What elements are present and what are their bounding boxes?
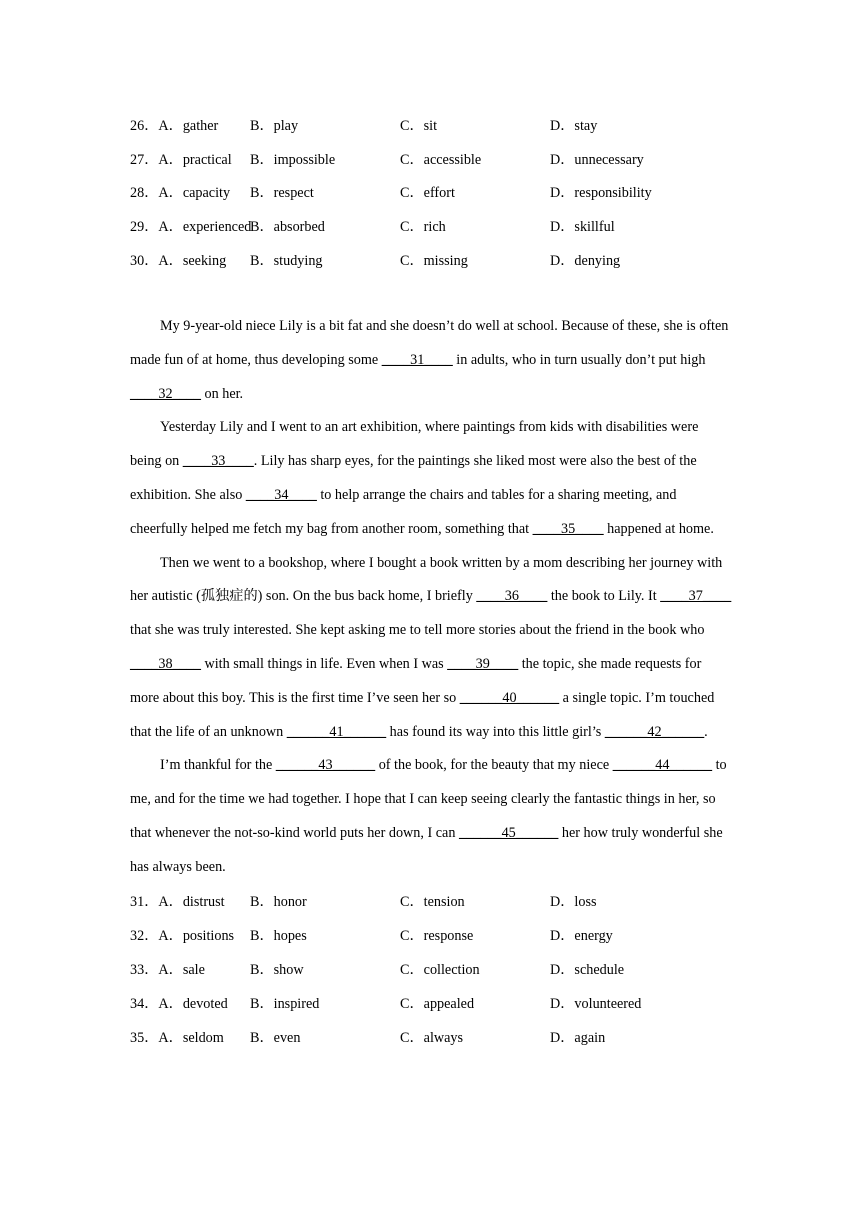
cloze-passage <box>130 310 732 885</box>
question-number: 33． <box>130 962 159 979</box>
blank-33: ____33____ <box>182 453 254 470</box>
blank-32: ____32____ <box>130 385 201 402</box>
option-b: B．respect <box>250 185 314 202</box>
option-c: C．response <box>400 928 474 945</box>
question-number: 28． <box>130 185 159 202</box>
option-c: C．rich <box>400 219 446 236</box>
option-c: C．collection <box>400 962 480 979</box>
question-number: 30． <box>130 253 159 270</box>
option-b: B．play <box>250 117 299 134</box>
option-b: B．impossible <box>250 151 336 168</box>
option-d: D．volunteered <box>550 995 642 1012</box>
question-number: 27． <box>130 151 159 168</box>
option-b: B．honor <box>250 894 307 911</box>
blank-35: ____35____ <box>532 520 604 537</box>
option-d: D．schedule <box>550 962 625 979</box>
option-a: A．sale <box>158 962 205 979</box>
paragraph-2: Yesterday Lily and I went to an art exhibition, where paintings from kids with disabilities were being on ____33____. Lily has sharp eyes, for the paintings she liked most were also the best of the exhibition. She also ____34____ to help arrange the chairs and tables for a sharing meeting, and cheerfully helped me fetch my bag from another room, something that ____35____ happened at home. <box>130 419 714 537</box>
option-b: B．show <box>250 962 304 979</box>
question-32-options <box>130 918 732 952</box>
question-33-options <box>130 952 732 986</box>
option-a: A．devoted <box>158 995 228 1012</box>
option-c: C．sit <box>400 117 438 134</box>
option-b: B．studying <box>250 253 323 270</box>
blank-43: ______43______ <box>275 757 376 774</box>
question-number: 34． <box>130 995 159 1012</box>
option-b: B．absorbed <box>250 219 325 236</box>
blank-37: ____37____ <box>660 588 732 605</box>
option-a: A．practical <box>158 151 232 168</box>
exam-page <box>130 108 732 1054</box>
option-d: D．responsibility <box>550 185 652 202</box>
question-number: 35． <box>130 1029 159 1046</box>
option-a: A．seldom <box>158 1029 224 1046</box>
option-d: D．unnecessary <box>550 151 644 168</box>
option-b: B．hopes <box>250 928 307 945</box>
blank-41: ______41______ <box>286 723 387 740</box>
question-number: 32． <box>130 928 159 945</box>
option-a: A．distrust <box>158 894 225 911</box>
question-35-options <box>130 1020 732 1054</box>
option-c: C．tension <box>400 894 465 911</box>
question-26-options <box>130 108 732 142</box>
option-d: D．stay <box>550 117 598 134</box>
question-28-options <box>130 176 732 210</box>
paragraph-3: Then we went to a bookshop, where I bought a book written by a mom describing her journey with her autistic (孤独症的) son. On the bus back home, I briefly ____36____ the book to Lily. It ____37____ that she was truly interested. She kept asking me to tell more stories about the friend in the book who ____38____ with small things in life. Even when I was ____39____ the topic, she made requests for more about this boy. This is the first time I’ve seen her so ______40______ a single topic. I’m touched that the life of an unknown ______41______ has found its way into this little girl’s ______42______. <box>130 554 732 740</box>
question-29-options <box>130 209 732 243</box>
blank-34: ____34____ <box>245 486 317 503</box>
blank-40: ______40______ <box>459 689 560 706</box>
option-d: D．energy <box>550 928 613 945</box>
options-top <box>130 108 732 277</box>
blank-45: ______45______ <box>459 824 559 841</box>
question-number: 29． <box>130 219 159 236</box>
option-c: C．always <box>400 1029 464 1046</box>
option-d: D．skillful <box>550 219 615 236</box>
blank-42: ______42______ <box>604 723 705 740</box>
option-a: A．positions <box>158 928 235 945</box>
blank-31: ____31____ <box>381 351 453 368</box>
question-number: 26． <box>130 117 159 134</box>
option-b: B．even <box>250 1029 301 1046</box>
option-b: B．inspired <box>250 995 320 1012</box>
question-31-options <box>130 885 732 919</box>
blank-39: ____39____ <box>447 655 519 672</box>
question-30-options <box>130 243 732 277</box>
blank-36: ____36____ <box>476 588 548 605</box>
question-27-options <box>130 142 732 176</box>
blank-38: ____38____ <box>130 655 201 672</box>
question-number: 31． <box>130 894 159 911</box>
option-d: D．denying <box>550 253 621 270</box>
options-bottom <box>130 885 732 1054</box>
option-c: C．appealed <box>400 995 475 1012</box>
option-d: D．loss <box>550 894 597 911</box>
option-a: A．capacity <box>158 185 231 202</box>
blank-44: ______44______ <box>612 757 713 774</box>
option-c: C．accessible <box>400 151 482 168</box>
option-a: A．gather <box>158 117 219 134</box>
question-34-options <box>130 986 732 1020</box>
option-c: C．missing <box>400 253 468 270</box>
option-a: A．experienced <box>158 219 252 236</box>
option-d: D．again <box>550 1029 606 1046</box>
option-a: A．seeking <box>158 253 227 270</box>
paragraph-1: My 9-year-old niece Lily is a bit fat and she doesn’t do well at school. Because of these, she is often made fun of at home, thus developing some ____31____ in adults, who in turn usually don’t put high ____32____ on her. <box>130 317 729 402</box>
paragraph-4: I’m thankful for the ______43______ of the book, for the beauty that my niece ______44______ to me, and for the time we had together. I hope that I can keep seeing clearly the fantastic things in her, so that whenever the not-so-kind world puts her down, I can ______45______ her how truly wonderful she has always been. <box>130 757 727 875</box>
option-c: C．effort <box>400 185 455 202</box>
